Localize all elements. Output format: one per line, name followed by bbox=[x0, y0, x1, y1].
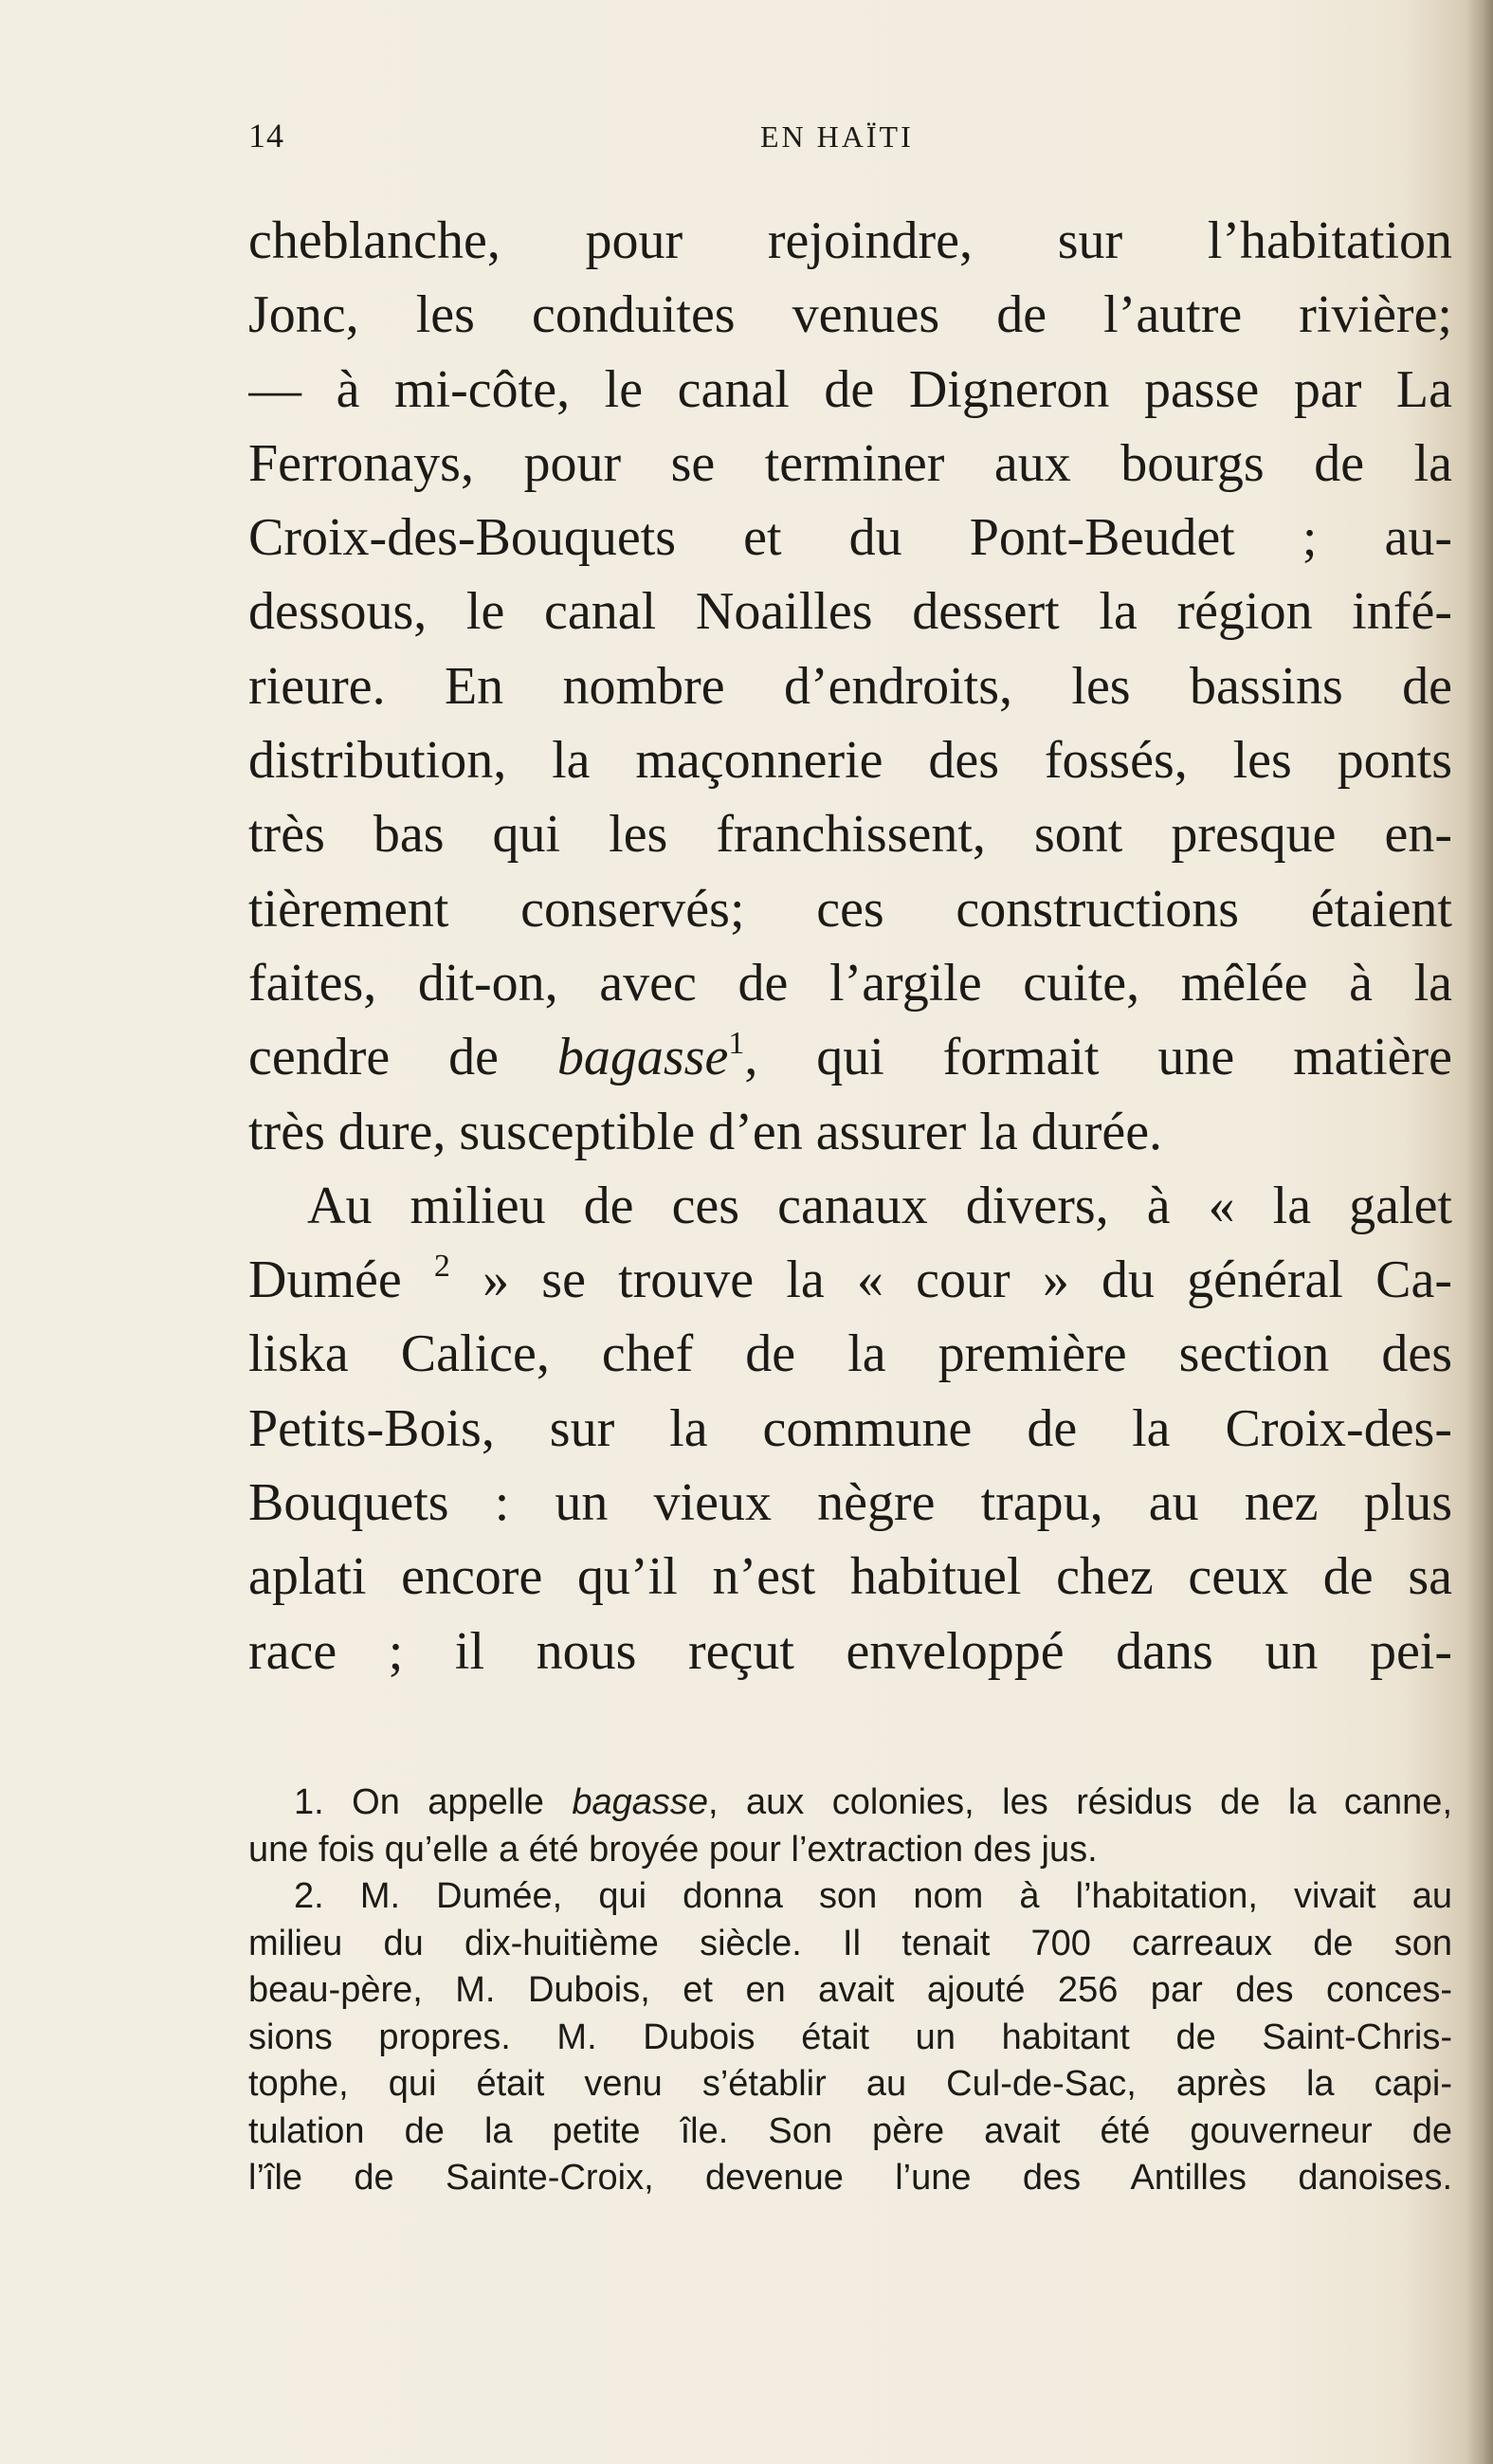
text-line bbox=[248, 1020, 1452, 1094]
page-edge-shadow bbox=[1466, 0, 1493, 2464]
main-text bbox=[248, 204, 1452, 1688]
text-line: — à mi-côte, le canal de Digneron passe par La bbox=[248, 359, 1452, 419]
text-segment: cendre de bbox=[248, 1028, 557, 1087]
text-line: Petits-Bois, sur la commune de la Croix-des- bbox=[248, 1398, 1452, 1458]
footnote-line bbox=[248, 1780, 1452, 1827]
text-line: faites, dit-on, avec de l’argile cuite, mêlée à la bbox=[248, 953, 1452, 1013]
footnote-line: sions propres. M. Dubois était un habitant de Saint-Chris- bbox=[248, 2017, 1452, 2057]
page-number: 14 bbox=[248, 117, 284, 155]
text-segment: 1. On appelle bbox=[294, 1782, 573, 1822]
text-line: cheblanche, pour rejoindre, sur l’habitation bbox=[248, 211, 1452, 270]
text-segment: , aux colonies, les résidus de la canne, bbox=[707, 1782, 1452, 1822]
text-line: Bouquets : un vieux nègre trapu, au nez plus bbox=[248, 1473, 1452, 1533]
text-line: Jonc, les conduites venues de l’autre rivière; bbox=[248, 285, 1452, 345]
text-segment: , qui formait une matière bbox=[744, 1028, 1452, 1087]
footnote-line: milieu du dix-huitième siècle. Il tenait 700 carreaux de son bbox=[248, 1923, 1452, 1963]
footnote-line: 2. M. Dumée, qui donna son nom à l’habitation, vivait au bbox=[294, 1876, 1452, 1916]
footnote-ref[interactable]: 1 bbox=[728, 1026, 745, 1062]
footnotes bbox=[248, 1780, 1452, 2202]
text-line: liska Calice, chef de la première section des bbox=[248, 1324, 1452, 1384]
running-title: EN HAÏTI bbox=[760, 119, 914, 154]
running-head bbox=[248, 116, 1452, 163]
text-line: race ; il nous reçut enveloppé dans un pei- bbox=[248, 1621, 1452, 1681]
text-line: aplati encore qu’il n’est habituel chez ceux de sa bbox=[248, 1547, 1452, 1607]
footnote-line: l’île de Sainte-Croix, devenue l’une des Antilles danoises. bbox=[248, 2158, 1452, 2198]
italic-term: bagasse bbox=[572, 1782, 708, 1822]
text-line: Croix-des-Bouquets et du Pont-Beudet ; au- bbox=[248, 508, 1452, 568]
text-line: très bas qui les franchissent, sont presque en- bbox=[248, 805, 1452, 865]
text-line bbox=[248, 1243, 1452, 1317]
text-segment: » se trouve la « cour » du général Ca- bbox=[449, 1250, 1452, 1310]
text-line: dessous, le canal Noailles dessert la région infé- bbox=[248, 582, 1452, 642]
text-line: tièrement conservés; ces constructions étaient bbox=[248, 879, 1452, 939]
footnote-line: beau-père, M. Dubois, et en avait ajouté 256 par des conces- bbox=[248, 1970, 1452, 2010]
footnote-line: une fois qu’elle a été broyée pour l’extraction des jus. bbox=[248, 1829, 1098, 1870]
text-line: Au milieu de ces canaux divers, à « la galet bbox=[307, 1176, 1452, 1235]
italic-term: bagasse bbox=[556, 1028, 729, 1087]
footnote-line: tophe, qui était venu s’établir au Cul-de-Sac, après la capi- bbox=[248, 2064, 1452, 2104]
text-segment: Dumée bbox=[248, 1250, 434, 1310]
text-line: Ferronays, pour se terminer aux bourgs de la bbox=[248, 433, 1452, 493]
footnote-line: tulation de la petite île. Son père avait été gouverneur de bbox=[248, 2110, 1452, 2151]
text-line: très dure, susceptible d’en assurer la durée. bbox=[248, 1102, 1163, 1161]
footnote-ref[interactable]: 2 bbox=[433, 1249, 450, 1285]
text-line: distribution, la maçonnerie des fossés, les ponts bbox=[248, 731, 1452, 791]
text-line: rieure. En nombre d’endroits, les bassins de bbox=[248, 656, 1452, 716]
